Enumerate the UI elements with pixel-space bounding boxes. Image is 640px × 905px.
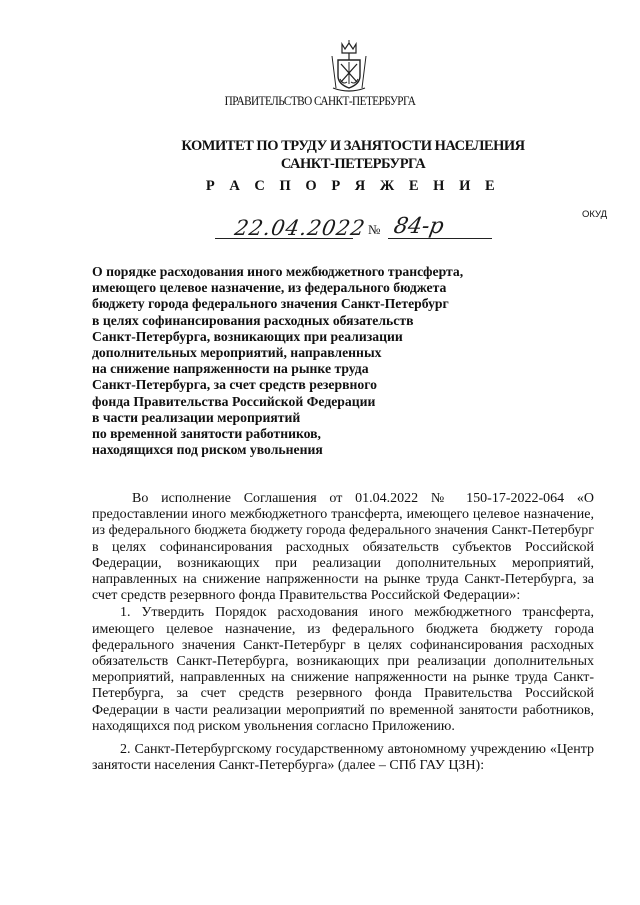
subject-line: на снижение напряженности на рынке труда — [92, 361, 369, 377]
item-2-paragraph: 2. Санкт-Петербургскому государственному автономному учреждению «Центр занятости населения Санкт-Петербурга» (далее – СПб ГАУ ЦЗН): — [92, 742, 594, 774]
document-body — [92, 491, 594, 774]
subject-line: в части реализации мероприятий — [92, 409, 301, 425]
coat-of-arms-emblem — [327, 40, 371, 94]
subject-line: фонда Правительства Российской Федерации — [92, 393, 376, 409]
government-title: ПРАВИТЕЛЬСТВО САНКТ-ПЕТЕРБУРГА — [224, 94, 416, 108]
document-number-field — [388, 216, 492, 239]
saint-petersburg-coat-of-arms-icon — [327, 40, 371, 94]
subject-line: О порядке расходования иного межбюджетного трансферта, — [92, 264, 464, 279]
preamble-paragraph: Во исполнение Соглашения от 01.04.2022 № 150-17-2022-064 «О предоставлении иного межбюджетного трансферта, имеющего целевое назначение, из федерального бюджета бюджету города федерального значения Санкт-Петербург в целях софинансирования расходных обязательств субъектов Российской Федерации, возникающих при реализации дополнительных мероприятий, направленных на снижение напряженности на рынке труда Санкт-Петербурга, за счет средств резервного фонда Правительства Российской Федерации»: — [92, 491, 594, 604]
committee-title-line-1: КОМИТЕТ ПО ТРУДУ И ЗАНЯТОСТИ НАСЕЛЕНИЯ — [181, 138, 525, 154]
subject-line: имеющего целевое назначение, из федерального бюджета — [92, 280, 447, 296]
document-subject — [92, 264, 532, 458]
document-type: Р А С П О Р Я Ж Е Н И Е — [205, 178, 501, 194]
committee-title-line-2: САНКТ-ПЕТЕРБУРГА — [280, 156, 426, 172]
number-sign: № — [368, 222, 381, 237]
subject-line: Санкт-Петербурга, за счет средств резервного — [92, 377, 377, 393]
committee-title — [0, 137, 640, 173]
document-date: 22.04.2022 — [232, 216, 368, 240]
subject-line: дополнительных мероприятий, направленных — [92, 345, 382, 361]
subject-line: находящихся под риском увольнения — [92, 442, 323, 458]
subject-line: в целях софинансирования расходных обязательств — [92, 312, 414, 328]
item-1-paragraph: 1. Утвердить Порядок расходования иного межбюджетного трансферта, имеющего целевое назначение, из федерального бюджета бюджету города федерального значения Санкт-Петербург в целях софинансирования расходных обязательств Санкт-Петербурга, возникающих при реализации дополнительных мероприятий, направленных на снижение напряженности на рынке труда Санкт-Петербурга, за счет средств резервного фонда Правительства Российской Федерации в части реализации мероприятий по временной занятости работников, находящихся под риском увольнения согласно Приложению. — [92, 605, 594, 734]
subject-line: по временной занятости работников, — [92, 426, 321, 442]
okud-label: ОКУД — [582, 209, 608, 220]
document-date-field — [215, 216, 368, 240]
subject-line: Санкт-Петербурга, возникающих при реализации — [92, 328, 403, 344]
document-number: 84-р — [391, 214, 446, 239]
subject-line: бюджету города федерального значения Санкт-Петербург — [92, 296, 449, 312]
